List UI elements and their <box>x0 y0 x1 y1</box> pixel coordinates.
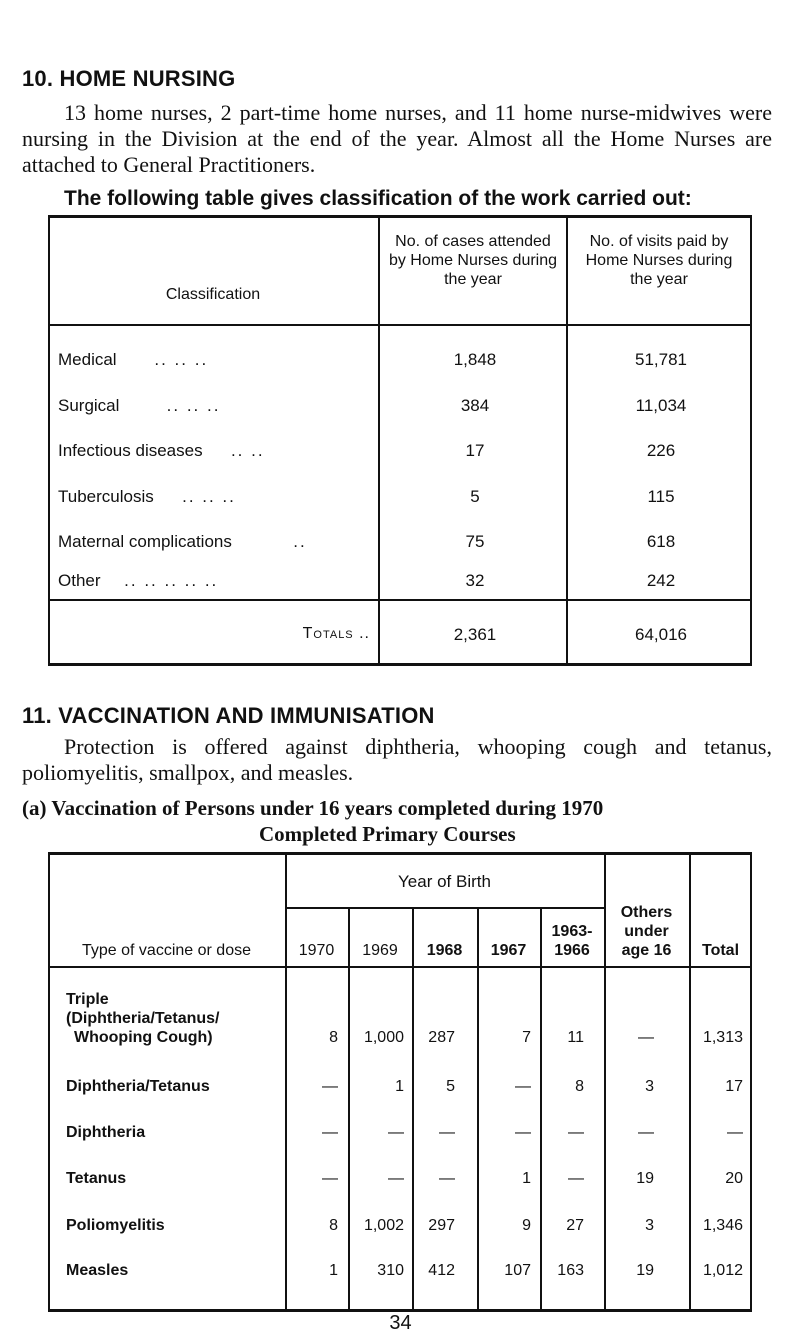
visits-value: 115 <box>647 487 675 506</box>
cell-value: — <box>439 1170 455 1187</box>
totals-cases: 2,361 <box>453 625 497 644</box>
table-rule-left <box>48 852 50 1312</box>
cell-value: 8 <box>329 1029 338 1046</box>
vaccination-table <box>48 852 752 1314</box>
cell-value: 3 <box>645 1217 654 1234</box>
table-rule-right <box>750 215 752 665</box>
cell-value: 27 <box>566 1217 584 1234</box>
cell-value: — <box>439 1124 455 1141</box>
cell-value: — <box>638 1029 654 1046</box>
row-label-line: (Diphtheria/Tetanus/ <box>66 1010 220 1027</box>
cell-value: — <box>322 1170 338 1187</box>
cell-value: 297 <box>428 1217 455 1234</box>
cell-value: 20 <box>725 1170 743 1187</box>
table-rule-top <box>48 215 752 218</box>
home-nursing-paragraph: 13 home nurses, 2 part-time home nurses, and 11 home nurse-midwives were nursing in the Division at the end of the year. Almost all the Home Nurses are attached to General Practitioners. <box>22 100 772 177</box>
table-rule-top <box>48 852 752 855</box>
visits-value: 51,781 <box>635 350 687 369</box>
vaccination-subheading <box>22 795 782 847</box>
header-type: Type of vaccine or dose <box>82 942 251 959</box>
header-visits: No. of visits paid by Home Nurses during the year <box>585 233 733 288</box>
header-others-line1: Others <box>620 904 673 921</box>
cell-value: 3 <box>645 1078 654 1095</box>
totals-visits: 64,016 <box>635 625 687 644</box>
cell-value: 1,012 <box>702 1262 743 1279</box>
cell-value: — <box>515 1078 531 1095</box>
cell-value: — <box>388 1124 404 1141</box>
header-others-line2: under <box>624 923 669 940</box>
table-rule-left <box>48 215 50 665</box>
cell-value: 5 <box>446 1078 455 1095</box>
subheading-line1: (a) Vaccination of Persons under 16 years completed during 1970 <box>22 796 604 820</box>
section-heading-home-nursing: 10. HOME NURSING <box>22 66 236 91</box>
cases-value: 5 <box>470 487 480 506</box>
row-label: Surgical .. .. .. <box>58 396 221 415</box>
header-1963-1966 <box>540 922 604 960</box>
cell-value: 163 <box>557 1262 584 1279</box>
home-nursing-table <box>48 215 752 665</box>
cases-value: 17 <box>465 441 485 460</box>
cases-value: 384 <box>460 396 490 415</box>
cell-value: 1 <box>522 1170 531 1187</box>
cell-value: 19 <box>636 1170 654 1187</box>
visits-value: 226 <box>646 441 676 460</box>
header-1970: 1970 <box>298 942 335 959</box>
row-label: Medical .. .. .. <box>58 350 209 369</box>
visits-value: 242 <box>646 571 676 590</box>
vaccination-paragraph: Protection is offered against diphtheria, whooping cough and tetanus, poliomyelitis, smallpox, and measles. <box>22 734 772 785</box>
row-label: Diphtheria <box>66 1124 146 1141</box>
cell-value: — <box>515 1124 531 1141</box>
table-rule-year-span <box>285 907 606 909</box>
cell-value: 19 <box>636 1262 654 1279</box>
row-label-line: Triple <box>66 991 109 1008</box>
cell-value: 1 <box>329 1262 338 1279</box>
cell-value: — <box>322 1124 338 1141</box>
row-label: Other .. .. .. .. .. <box>58 571 219 590</box>
table-rule-col <box>477 907 479 1312</box>
totals-label: Totals .. <box>302 625 370 642</box>
table-rule-header <box>48 966 752 968</box>
cell-value: 9 <box>522 1217 531 1234</box>
table-rule-col1 <box>378 215 380 665</box>
cases-value: 75 <box>465 532 485 551</box>
cell-value: 7 <box>522 1029 531 1046</box>
subheading-line2: Completed Primary Courses <box>259 822 516 846</box>
header-1968: 1968 <box>426 942 463 959</box>
header-total: Total <box>701 942 740 959</box>
cell-value: — <box>388 1170 404 1187</box>
cell-value: 8 <box>329 1217 338 1234</box>
table-rule-right <box>750 852 752 1312</box>
cell-value: 310 <box>377 1262 404 1279</box>
table-rule-col <box>348 907 350 1312</box>
cases-value: 32 <box>465 571 485 590</box>
cell-value: — <box>638 1124 654 1141</box>
cell-value: 1 <box>395 1078 404 1095</box>
cell-value: 1,002 <box>363 1217 404 1234</box>
row-label: Diphtheria/Tetanus <box>66 1078 210 1095</box>
visits-value: 11,034 <box>635 396 687 415</box>
header-1963: 1963- <box>551 923 593 940</box>
cell-value: 8 <box>575 1078 584 1095</box>
table-rule-col2 <box>566 215 568 665</box>
row-label: Infectious diseases .. .. <box>58 441 265 460</box>
table-rule-bottom <box>48 663 752 666</box>
row-label: Poliomyelitis <box>66 1217 165 1234</box>
header-1966: 1966 <box>554 942 590 959</box>
header-1967: 1967 <box>490 942 527 959</box>
header-others-line3: age 16 <box>621 942 672 959</box>
table-rule-col <box>412 907 414 1312</box>
row-label: Tuberculosis .. .. .. <box>58 487 236 506</box>
cell-value: 17 <box>725 1078 743 1095</box>
row-label: Measles <box>66 1262 129 1279</box>
cell-value: 11 <box>567 1029 584 1046</box>
visits-value: 618 <box>646 532 676 551</box>
cell-value: 107 <box>504 1262 531 1279</box>
cell-value: — <box>727 1124 743 1141</box>
header-cases: No. of cases attended by Home Nurses during the year <box>388 233 558 288</box>
table-rule-col <box>540 907 542 1312</box>
cases-value: 1,848 <box>453 350 497 369</box>
row-label-line: Whooping Cough) <box>74 1029 213 1046</box>
section-heading-vaccination: 11. VACCINATION AND IMMUNISATION <box>22 703 435 728</box>
header-classification: Classification <box>165 286 261 303</box>
header-others <box>604 903 689 960</box>
cell-value: — <box>568 1124 584 1141</box>
cell-value: — <box>568 1170 584 1187</box>
table-intro: The following table gives classification of the work carried out: <box>64 187 692 210</box>
row-label <box>66 990 220 1047</box>
cell-value: 412 <box>428 1262 455 1279</box>
cell-value: 1,000 <box>363 1029 404 1046</box>
header-1969: 1969 <box>362 942 398 959</box>
header-year-of-birth: Year of Birth <box>398 872 491 891</box>
cell-value: 287 <box>428 1029 455 1046</box>
table-rule-totals <box>48 599 752 601</box>
page-number: 34 <box>389 1312 412 1334</box>
table-rule-header <box>48 324 752 326</box>
row-label: Tetanus <box>66 1170 127 1187</box>
cell-value: — <box>322 1078 338 1095</box>
row-label: Maternal complications .. <box>58 532 307 551</box>
cell-value: 1,313 <box>702 1029 743 1046</box>
cell-value: 1,346 <box>702 1217 743 1234</box>
